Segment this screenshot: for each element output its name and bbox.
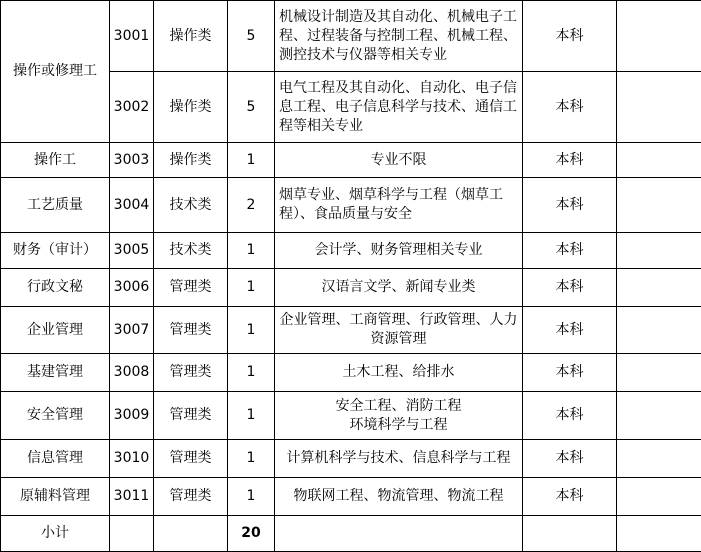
education-cell: 本科 <box>523 392 617 440</box>
position-cell: 基建管理 <box>1 354 110 392</box>
empty-cell <box>110 516 154 552</box>
table-row <box>1 178 701 233</box>
code-cell: 3004 <box>110 178 154 233</box>
code-cell: 3003 <box>110 143 154 178</box>
major-cell: 电气工程及其自动化、自动化、电子信息工程、电子信息科学与技术、通信工程等相关专业 <box>275 72 523 143</box>
position-cell: 工艺质量 <box>1 178 110 233</box>
category-cell: 技术类 <box>154 178 228 233</box>
education-cell: 本科 <box>523 178 617 233</box>
note-cell <box>617 143 701 178</box>
note-cell <box>617 178 701 233</box>
note-cell <box>617 233 701 269</box>
note-cell <box>617 1 701 72</box>
table-row <box>1 1 701 72</box>
category-cell: 管理类 <box>154 269 228 307</box>
education-cell: 本科 <box>523 440 617 478</box>
count-cell: 1 <box>228 478 275 516</box>
code-cell: 3007 <box>110 307 154 354</box>
code-cell: 3006 <box>110 269 154 307</box>
subtotal-row <box>1 516 701 552</box>
note-cell <box>617 392 701 440</box>
position-cell: 行政文秘 <box>1 269 110 307</box>
table-row <box>1 392 701 440</box>
empty-cell <box>275 516 523 552</box>
count-cell: 5 <box>228 1 275 72</box>
note-cell <box>617 354 701 392</box>
category-cell: 操作类 <box>154 1 228 72</box>
empty-cell <box>617 516 701 552</box>
table-row <box>1 143 701 178</box>
count-cell: 1 <box>228 307 275 354</box>
major-cell: 安全工程、消防工程 环境科学与工程 <box>275 392 523 440</box>
category-cell: 管理类 <box>154 440 228 478</box>
subtotal-label: 小计 <box>1 516 110 552</box>
table-row <box>1 354 701 392</box>
education-cell: 本科 <box>523 1 617 72</box>
note-cell <box>617 440 701 478</box>
table-row <box>1 478 701 516</box>
category-cell: 管理类 <box>154 478 228 516</box>
note-cell <box>617 269 701 307</box>
count-cell: 1 <box>228 440 275 478</box>
table-row <box>1 233 701 269</box>
code-cell: 3001 <box>110 1 154 72</box>
education-cell: 本科 <box>523 143 617 178</box>
code-cell: 3011 <box>110 478 154 516</box>
position-cell: 企业管理 <box>1 307 110 354</box>
category-cell: 技术类 <box>154 233 228 269</box>
empty-cell <box>154 516 228 552</box>
major-cell: 机械设计制造及其自动化、机械电子工程、过程装备与控制工程、机械工程、测控技术与仪器等相关专业 <box>275 1 523 72</box>
code-cell: 3010 <box>110 440 154 478</box>
category-cell: 操作类 <box>154 72 228 143</box>
count-cell: 5 <box>228 72 275 143</box>
count-cell: 1 <box>228 354 275 392</box>
subtotal-count: 20 <box>228 516 275 552</box>
code-cell: 3002 <box>110 72 154 143</box>
count-cell: 1 <box>228 392 275 440</box>
note-cell <box>617 307 701 354</box>
note-cell <box>617 478 701 516</box>
count-cell: 1 <box>228 233 275 269</box>
education-cell: 本科 <box>523 307 617 354</box>
major-cell: 会计学、财务管理相关专业 <box>275 233 523 269</box>
position-cell: 原辅料管理 <box>1 478 110 516</box>
code-cell: 3009 <box>110 392 154 440</box>
education-cell: 本科 <box>523 478 617 516</box>
category-cell: 管理类 <box>154 307 228 354</box>
major-cell: 物联网工程、物流管理、物流工程 <box>275 478 523 516</box>
major-cell: 计算机科学与技术、信息科学与工程 <box>275 440 523 478</box>
note-cell <box>617 72 701 143</box>
count-cell: 1 <box>228 269 275 307</box>
position-cell: 信息管理 <box>1 440 110 478</box>
position-cell: 操作或修理工 <box>1 1 110 143</box>
major-cell: 企业管理、工商管理、行政管理、人力资源管理 <box>275 307 523 354</box>
education-cell: 本科 <box>523 269 617 307</box>
major-cell: 土木工程、给排水 <box>275 354 523 392</box>
major-cell: 汉语言文学、新闻专业类 <box>275 269 523 307</box>
empty-cell <box>523 516 617 552</box>
education-cell: 本科 <box>523 72 617 143</box>
education-cell: 本科 <box>523 233 617 269</box>
code-cell: 3008 <box>110 354 154 392</box>
education-cell: 本科 <box>523 354 617 392</box>
position-cell: 财务（审计） <box>1 233 110 269</box>
table-row <box>1 307 701 354</box>
count-cell: 1 <box>228 143 275 178</box>
category-cell: 管理类 <box>154 392 228 440</box>
position-cell: 安全管理 <box>1 392 110 440</box>
major-cell: 专业不限 <box>275 143 523 178</box>
category-cell: 操作类 <box>154 143 228 178</box>
category-cell: 管理类 <box>154 354 228 392</box>
major-cell: 烟草专业、烟草科学与工程（烟草工程）、食品质量与安全 <box>275 178 523 233</box>
code-cell: 3005 <box>110 233 154 269</box>
table-row <box>1 269 701 307</box>
position-cell: 操作工 <box>1 143 110 178</box>
table-row <box>1 440 701 478</box>
count-cell: 2 <box>228 178 275 233</box>
